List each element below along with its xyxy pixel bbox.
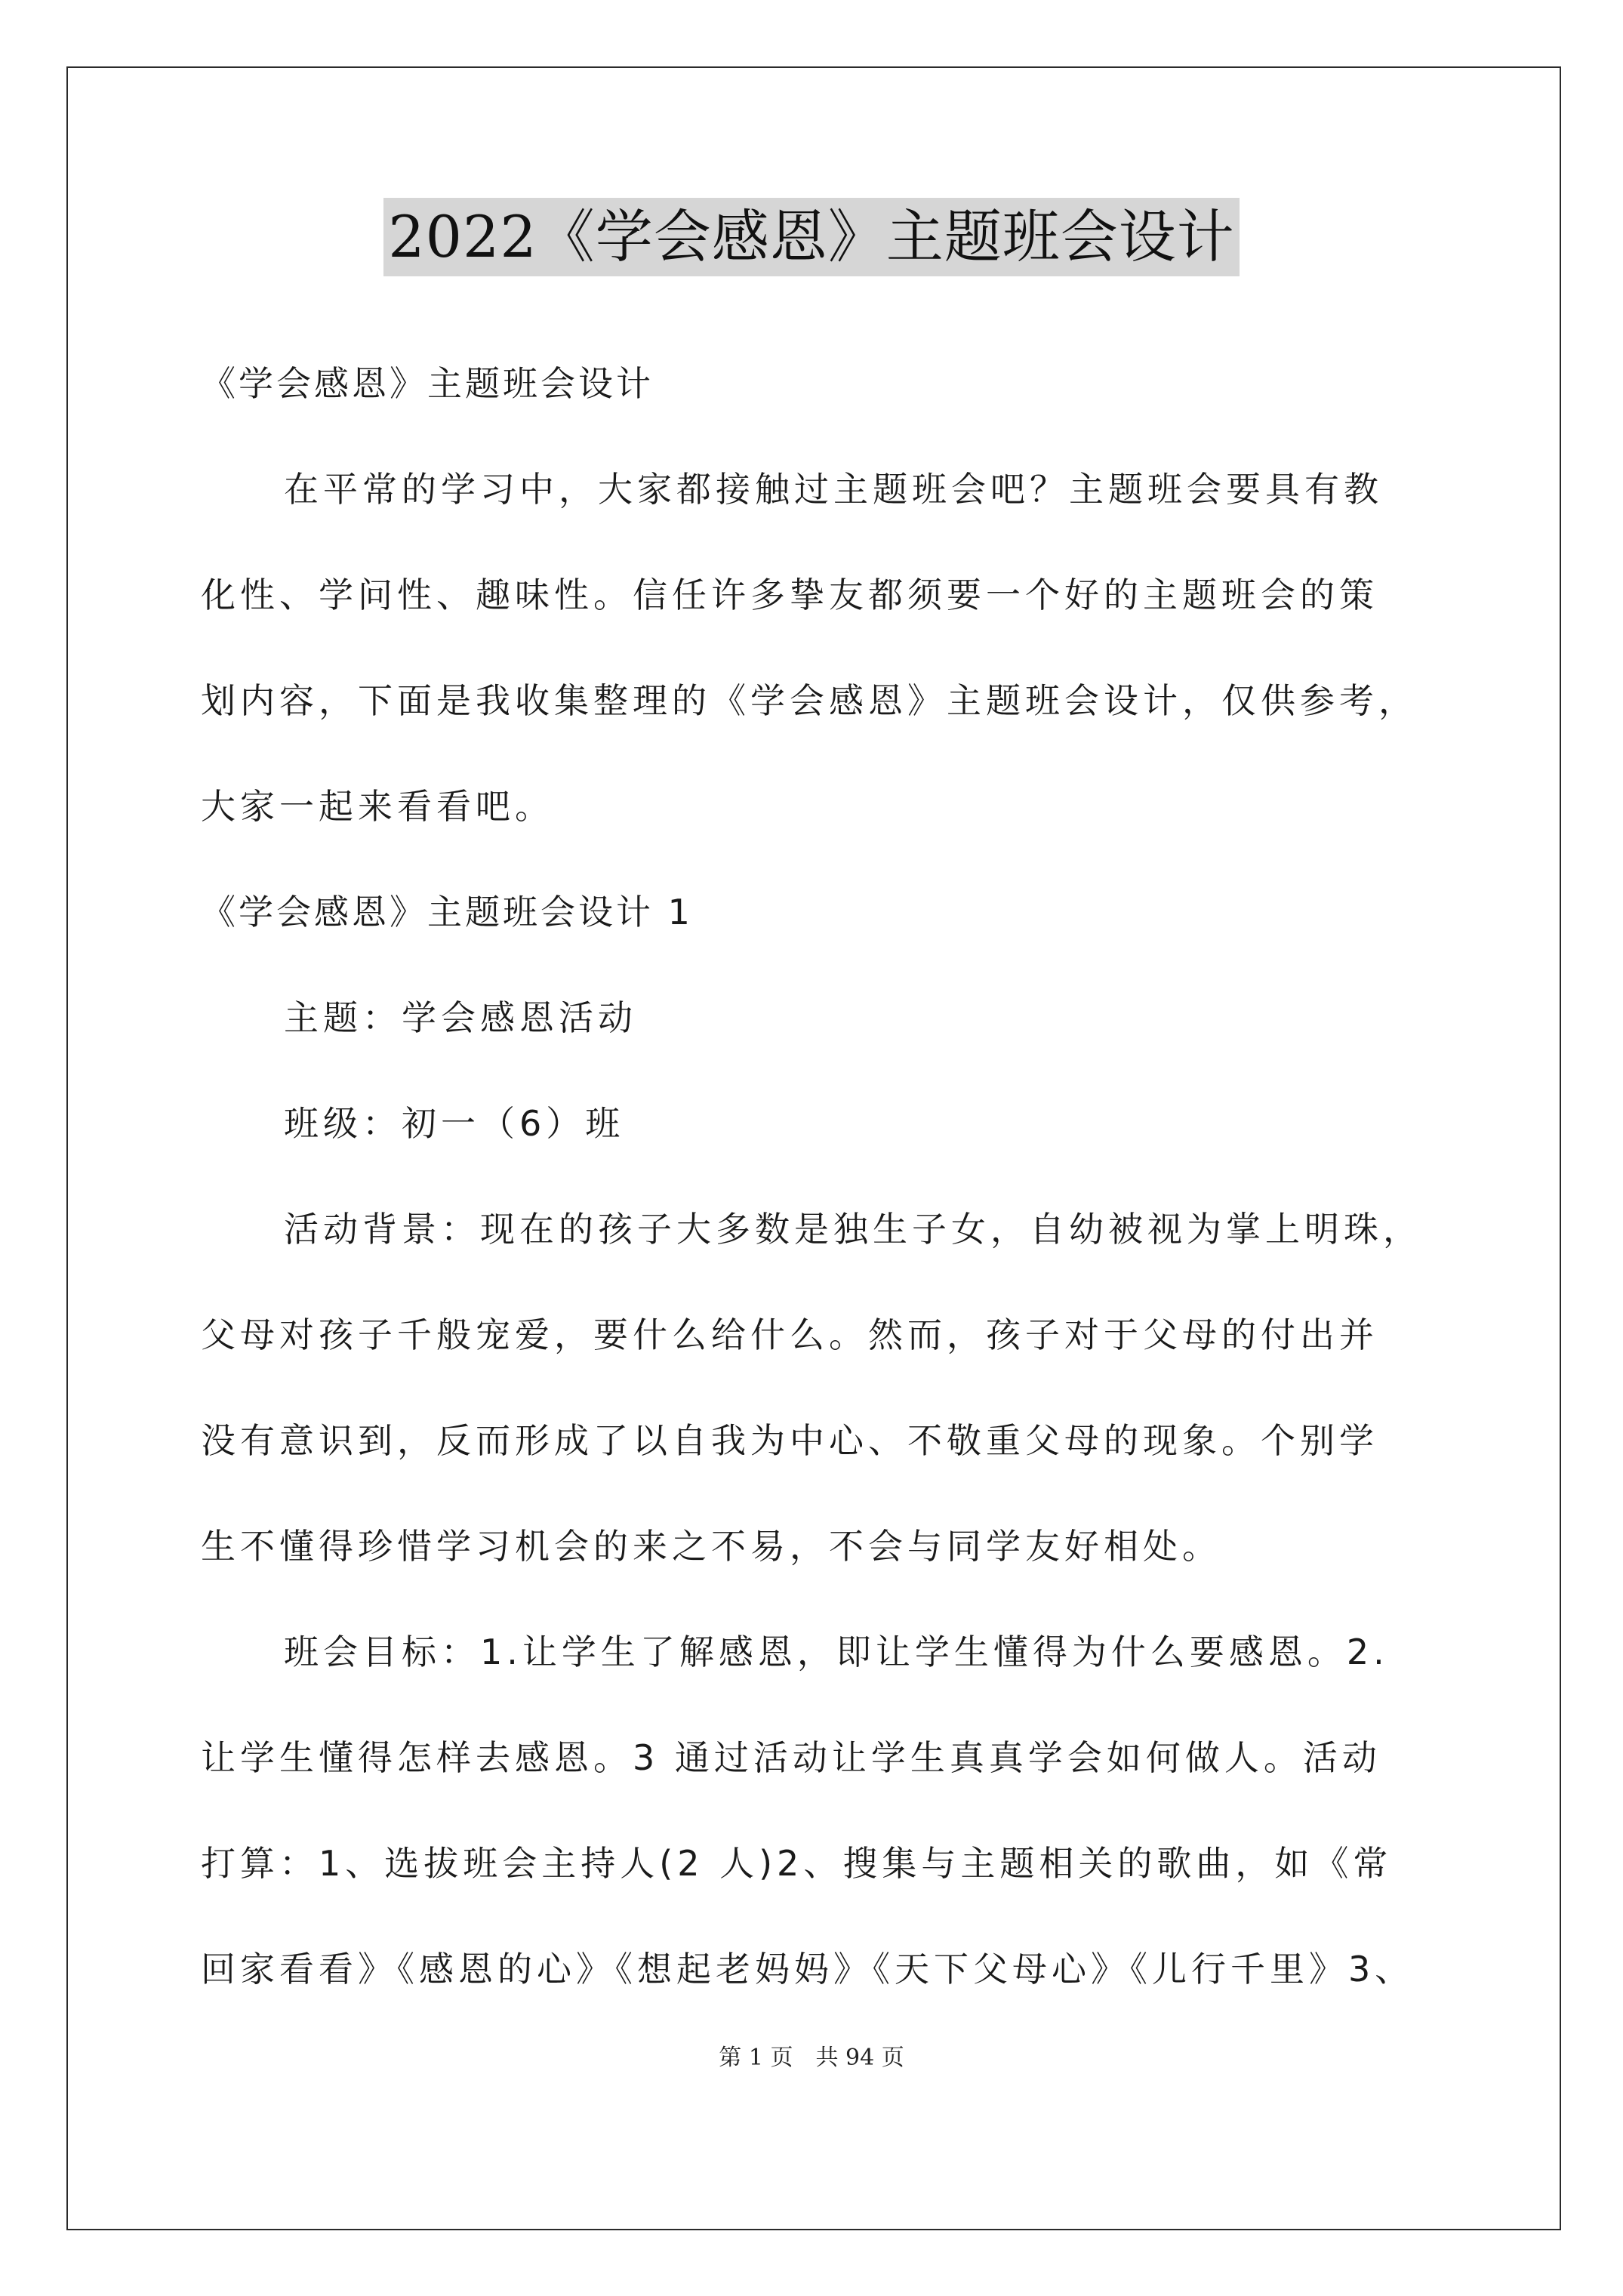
- title-wrap: [0, 198, 1623, 276]
- goal-line-4: 回家看看》《感恩的心》《想起老妈妈》《天下父母心》《儿行千里》3、: [201, 1949, 1415, 1989]
- background-line-1: 活动背景：现在的孩子大多数是独生子女，自幼被视为掌上明珠，: [284, 1209, 1422, 1250]
- page-footer: 第 1 页 共 94 页: [719, 2045, 904, 2071]
- background-line-3: 没有意识到，反而形成了以自我为中心、不敬重父母的现象。个别学: [201, 1420, 1378, 1461]
- intro-line-1: 在平常的学习中，大家都接触过主题班会吧？主题班会要具有教: [284, 469, 1383, 510]
- theme-line: 主题：学会感恩活动: [284, 997, 637, 1038]
- subtitle: 《学会感恩》主题班会设计: [201, 363, 654, 404]
- background-line-2: 父母对孩子千般宠爱，要什么给什么。然而，孩子对于父母的付出并: [201, 1314, 1378, 1355]
- goal-line-3: 打算：1、选拔班会主持人(2 人)2、搜集与主题相关的歌曲，如《常: [201, 1843, 1393, 1884]
- background-line-4: 生不懂得珍惜学习机会的来之不易，不会与同学友好相处。: [201, 1526, 1221, 1567]
- goal-line-2: 让学生懂得怎样去感恩。3 通过活动让学生真真学会如何做人。活动: [201, 1737, 1381, 1778]
- intro-line-4: 大家一起来看看吧。: [201, 786, 554, 827]
- intro-line-2: 化性、学问性、趣味性。信任许多挚友都须要一个好的主题班会的策: [201, 575, 1378, 615]
- section-heading: 《学会感恩》主题班会设计 1: [201, 892, 693, 932]
- intro-line-3: 划内容，下面是我收集整理的《学会感恩》主题班会设计，仅供参考，: [201, 680, 1418, 721]
- class-line: 班级：初一（6）班: [284, 1103, 625, 1144]
- goal-line-1: 班会目标：1.让学生了解感恩，即让学生懂得为什么要感恩。2.: [284, 1632, 1389, 1672]
- document-title: 2022《学会感恩》主题班会设计: [383, 198, 1239, 276]
